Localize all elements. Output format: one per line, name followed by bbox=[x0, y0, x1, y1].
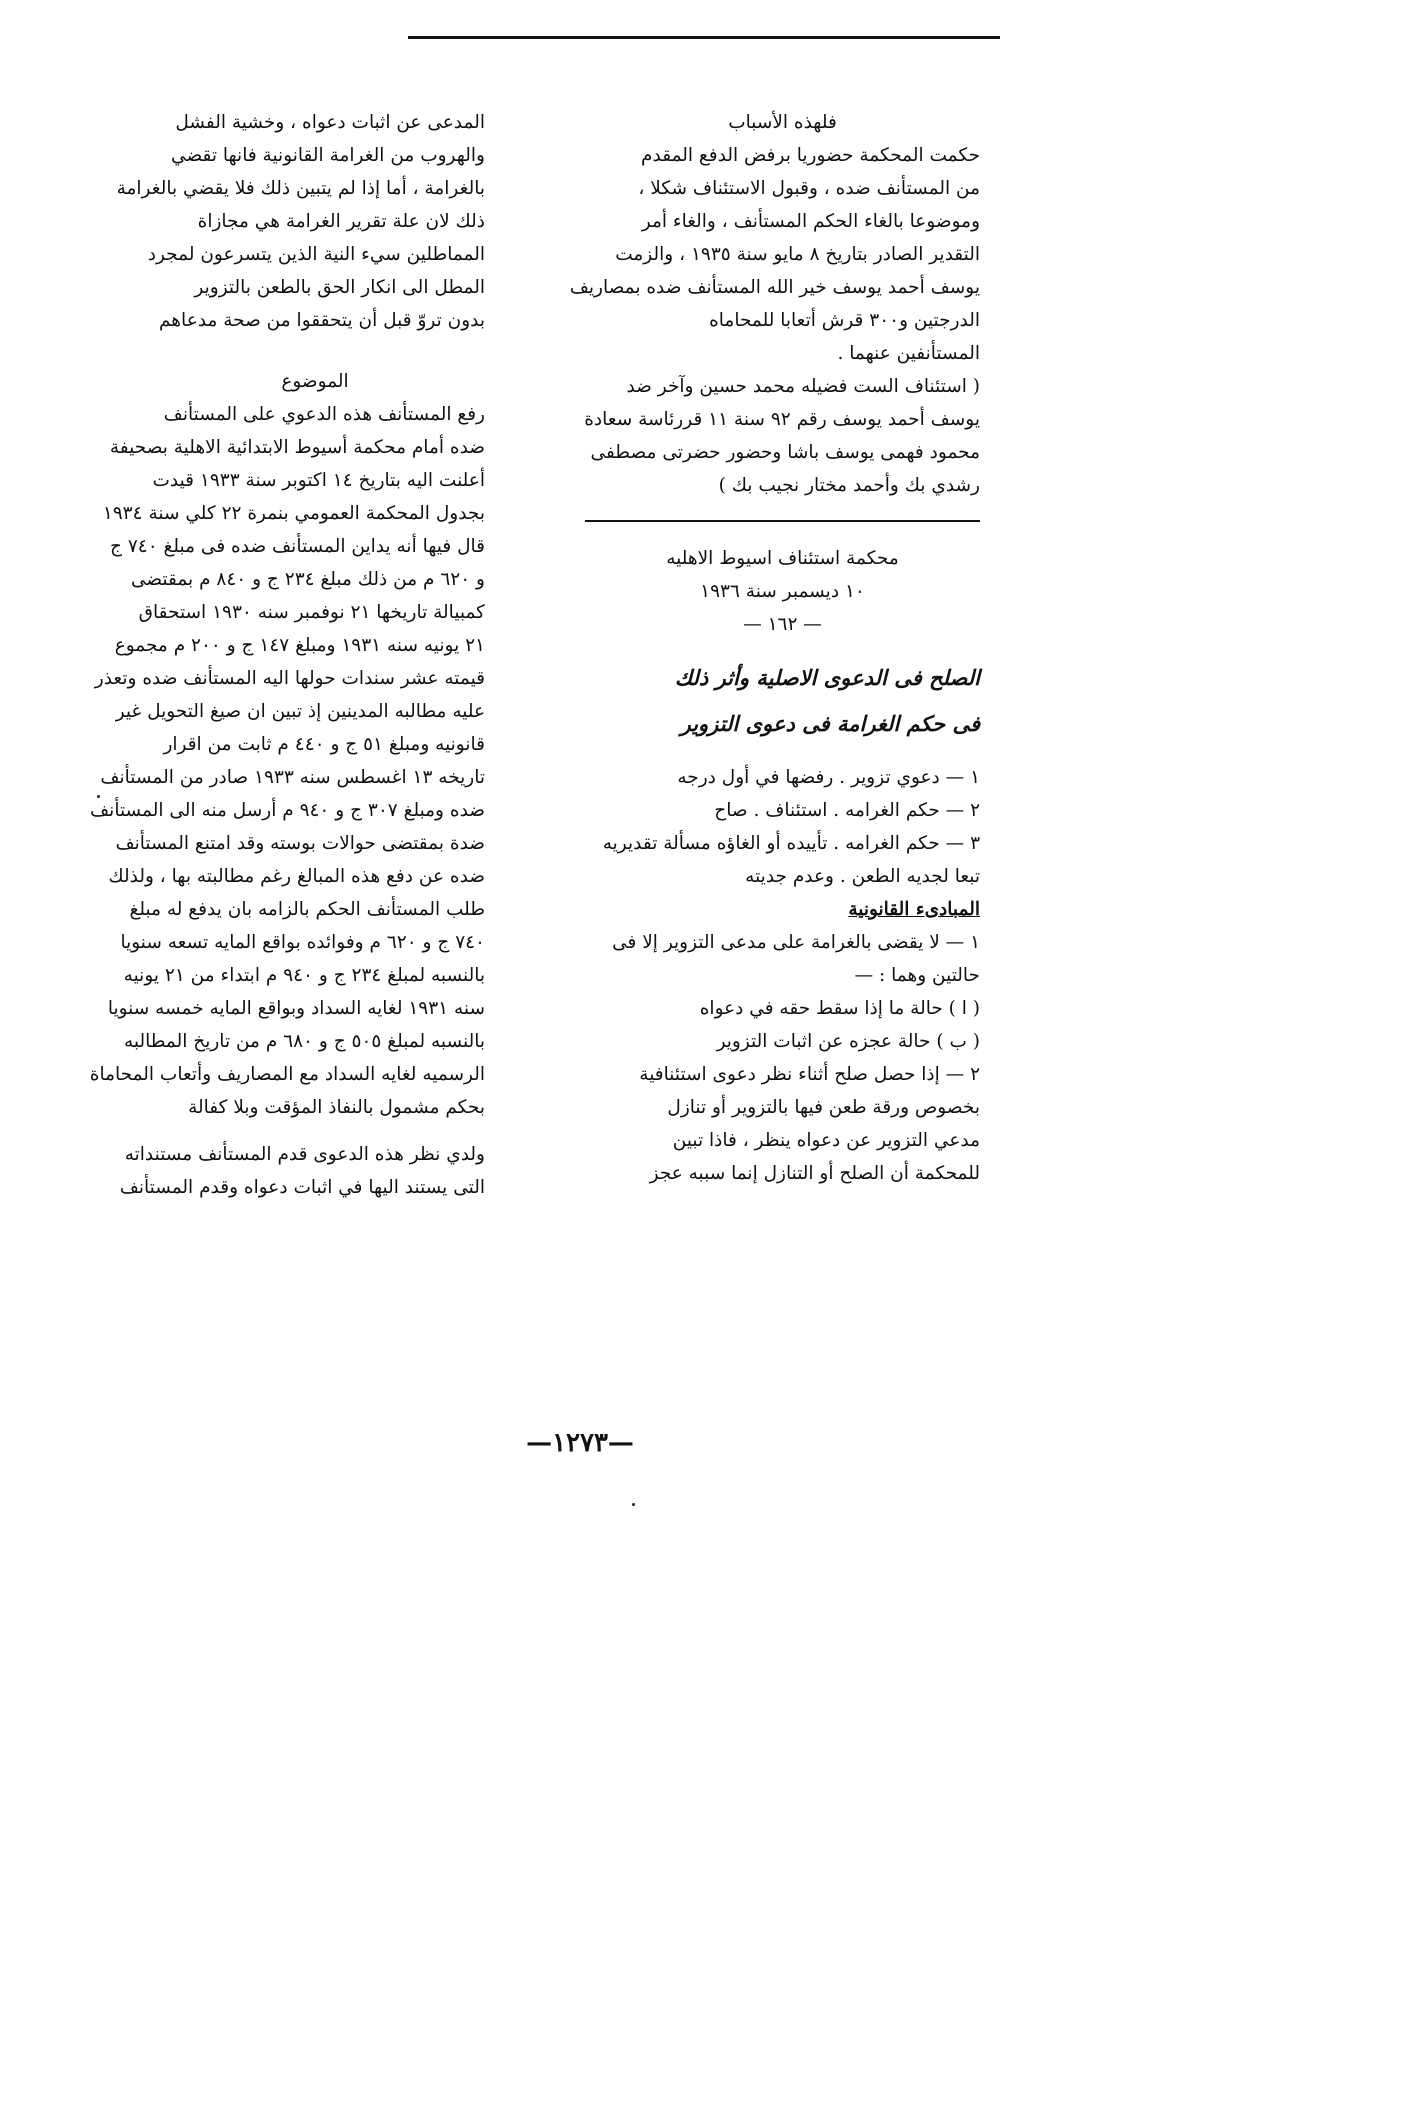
principles-list bbox=[585, 926, 980, 1190]
text-line: بدون تروّ قبل أن يتحققوا من صحة مدعاهم bbox=[158, 310, 485, 331]
judgment-date: ١٠ ديسمبر سنة ١٩٣٦ bbox=[700, 581, 865, 602]
top-rule bbox=[408, 36, 1000, 39]
text-line: المماطلين سيء النية الذين يتسرعون لمجرد bbox=[147, 244, 485, 265]
subject-paragraph bbox=[89, 398, 485, 1124]
text-line: بالغرامة ، أما إذا لم يتبين ذلك فلا يقضي بالغرامة bbox=[116, 178, 485, 199]
handwritten-title-line-2: فى حكم الغرامة فى دعوى التزوير bbox=[680, 711, 980, 736]
judgment-number: — ١٦٢ — bbox=[743, 614, 822, 635]
section-divider bbox=[585, 520, 980, 522]
text-line: الرسميه لغايه السداد مع المصاريف وأتعاب المحاماة bbox=[89, 1064, 485, 1085]
page-number: —١٢٧٣— bbox=[526, 1428, 634, 1458]
text-line: وموضوعا بالغاء الحكم المستأنف ، والغاء أمر bbox=[641, 211, 980, 232]
text-line: قانونيه ومبلغ ٥١ ج و ٤٤٠ م ثابت من اقرار bbox=[163, 734, 485, 755]
principle-line: بخصوص ورقة طعن فيها بالتزوير أو تنازل bbox=[667, 1097, 980, 1118]
scan-speck bbox=[632, 1503, 635, 1506]
text-line: بحكم مشمول بالنفاذ المؤقت وبلا كفالة bbox=[188, 1097, 485, 1118]
case-citation bbox=[585, 370, 980, 502]
text-line: والهروب من الغرامة القانونية فانها تقضي bbox=[171, 145, 485, 166]
text-line: محمود فهمى يوسف باشا وحضور حضرتى مصطفى bbox=[590, 442, 980, 463]
left-column bbox=[89, 106, 485, 1204]
text-line: رشدي بك وأحمد مختار نجيب بك ) bbox=[718, 475, 980, 496]
text-line: أعلنت اليه بتاريخ ١٤ اكتوبر سنة ١٩٣٣ قيدت bbox=[152, 470, 485, 491]
text-line: ولدي نظر هذه الدعوى قدم المستأنف مستنداته bbox=[124, 1144, 485, 1165]
text-line: ضدة بمقتضى حوالات بوسته وقد امتنع المستأنف bbox=[115, 833, 485, 854]
judgment-heading: فلهذه الأسباب bbox=[728, 112, 837, 133]
text-line: المستأنفين عنهما . bbox=[837, 343, 980, 364]
summary-items bbox=[585, 761, 980, 893]
text-line: التقدير الصادر بتاريخ ٨ مايو سنة ١٩٣٥ ، والزمت bbox=[615, 244, 980, 265]
summary-item: ١ — دعوي تزوير . رفضها في أول درجه bbox=[677, 767, 980, 788]
text-line: المدعى عن اثبات دعواه ، وخشية الفشل bbox=[175, 112, 485, 133]
text-line: حكمت المحكمة حضوريا برفض الدفع المقدم bbox=[641, 145, 980, 166]
principle-line: ١ — لا يقضى بالغرامة على مدعى التزوير إلا فى bbox=[612, 932, 980, 953]
judgment-paragraph bbox=[569, 139, 980, 370]
text-line: كمبيالة تاريخها ٢١ نوفمبر سنه ١٩٣٠ استحقاق bbox=[138, 602, 485, 623]
scan-speck bbox=[97, 795, 100, 798]
text-line: عليه مطالبه المدينين إذ تبين ان صيغ التحويل غير bbox=[115, 701, 485, 722]
principle-line: للمحكمة أن الصلح أو التنازل إنما سببه عجز bbox=[649, 1163, 980, 1184]
text-line: طلب المستأنف الحكم بالزامه بان يدفع له مبلغ bbox=[129, 899, 485, 920]
principle-line: ٢ — إذا حصل صلح أثناء نظر دعوى استئنافية bbox=[639, 1064, 980, 1085]
handwritten-title-line-1: الصلح فى الدعوى الاصلية وأثر ذلك bbox=[674, 665, 980, 690]
summary-item: ٣ — حكم الغرامه . تأييده أو الغاؤه مسألة تقديريه bbox=[602, 833, 980, 854]
text-line: التى يستند اليها في اثبات دعواه وقدم المستأنف bbox=[119, 1177, 485, 1198]
principles-heading: المبادىء القانونية bbox=[848, 899, 980, 920]
court-name: محكمة استئناف اسيوط الاهليه bbox=[666, 548, 899, 569]
text-line: رفع المستأنف هذه الدعوي على المستأنف bbox=[163, 404, 485, 425]
summary-item: تبعا لجديه الطعن . وعدم جديته bbox=[745, 866, 980, 887]
text-line: يوسف أحمد يوسف رقم ٩٢ سنة ١١ قررئاسة سعادة bbox=[584, 409, 980, 430]
summary-item: ٢ — حكم الغرامه . استئناف . صاح bbox=[714, 800, 980, 821]
text-line: قيمته عشر سندات حولها اليه المستأنف ضده وتعذر bbox=[94, 668, 485, 689]
text-line: الدرجتين و٣٠٠ قرش أتعابا للمحاماه bbox=[709, 310, 980, 331]
text-line: ضده ومبلغ ٣٠٧ ج و ٩٤٠ م أرسل منه الى المستأنف bbox=[90, 800, 485, 821]
text-line: سنه ١٩٣١ لغايه السداد وبواقع المايه خمسه سنويا bbox=[107, 998, 485, 1019]
principle-line: ( ا ) حالة ما إذا سقط حقه في دعواه bbox=[699, 998, 980, 1019]
text-line: ذلك لان علة تقرير الغرامة هي مجازاة bbox=[197, 211, 485, 232]
text-line: و ٦٢٠ م من ذلك مبلغ ٢٣٤ ج و ٨٤٠ م بمقتضى bbox=[130, 569, 485, 590]
closing-paragraph bbox=[119, 1138, 485, 1204]
text-line: يوسف أحمد يوسف خير الله المستأنف ضده بمصاريف bbox=[569, 277, 980, 298]
text-line: بالنسبه لمبلغ ٢٣٤ ج و ٩٤٠ م ابتداء من ٢١ يونيه bbox=[123, 965, 485, 986]
text-line: ضده عن دفع هذه المبالغ رغم مطالبته بها ، ولذلك bbox=[108, 866, 485, 887]
principle-continuation bbox=[116, 106, 485, 337]
text-line: من المستأنف ضده ، وقبول الاستئناف شكلا ، bbox=[638, 178, 980, 199]
text-line: ( استئناف الست فضيله محمد حسين وآخر ضد bbox=[626, 376, 980, 397]
text-line: ٢١ يونيه سنه ١٩٣١ ومبلغ ١٤٧ ج و ٢٠٠ م مجموع bbox=[114, 635, 485, 656]
right-column bbox=[569, 106, 980, 1190]
principle-line: حالتين وهما : — bbox=[854, 965, 980, 986]
text-line: تاريخه ١٣ اغسطس سنه ١٩٣٣ صادر من المستأنف bbox=[100, 767, 485, 788]
text-line: ضده أمام محكمة أسيوط الابتدائية الاهلية بصحيفة bbox=[109, 437, 485, 458]
subject-heading: الموضوع bbox=[281, 371, 349, 392]
principle-line: ( ب ) حالة عجزه عن اثبات التزوير bbox=[716, 1031, 980, 1052]
text-line: ٧٤٠ ج و ٦٢٠ م وفوائده بواقع المايه تسعه سنويا bbox=[120, 932, 485, 953]
text-line: بجدول المحكمة العمومي بنمرة ٢٢ كلي سنة ١٩٣٤ bbox=[102, 503, 485, 524]
text-line: قال فيها أنه يداين المستأنف ضده فى مبلغ ٧٤٠ ج bbox=[110, 536, 485, 557]
text-line: المطل الى انكار الحق بالطعن بالتزوير bbox=[194, 277, 485, 298]
principle-line: مدعي التزوير عن دعواه ينظر ، فاذا تبين bbox=[672, 1130, 980, 1151]
text-line: بالنسبه لمبلغ ٥٠٥ ج و ٦٨٠ م من تاريخ المطالبه bbox=[123, 1031, 485, 1052]
